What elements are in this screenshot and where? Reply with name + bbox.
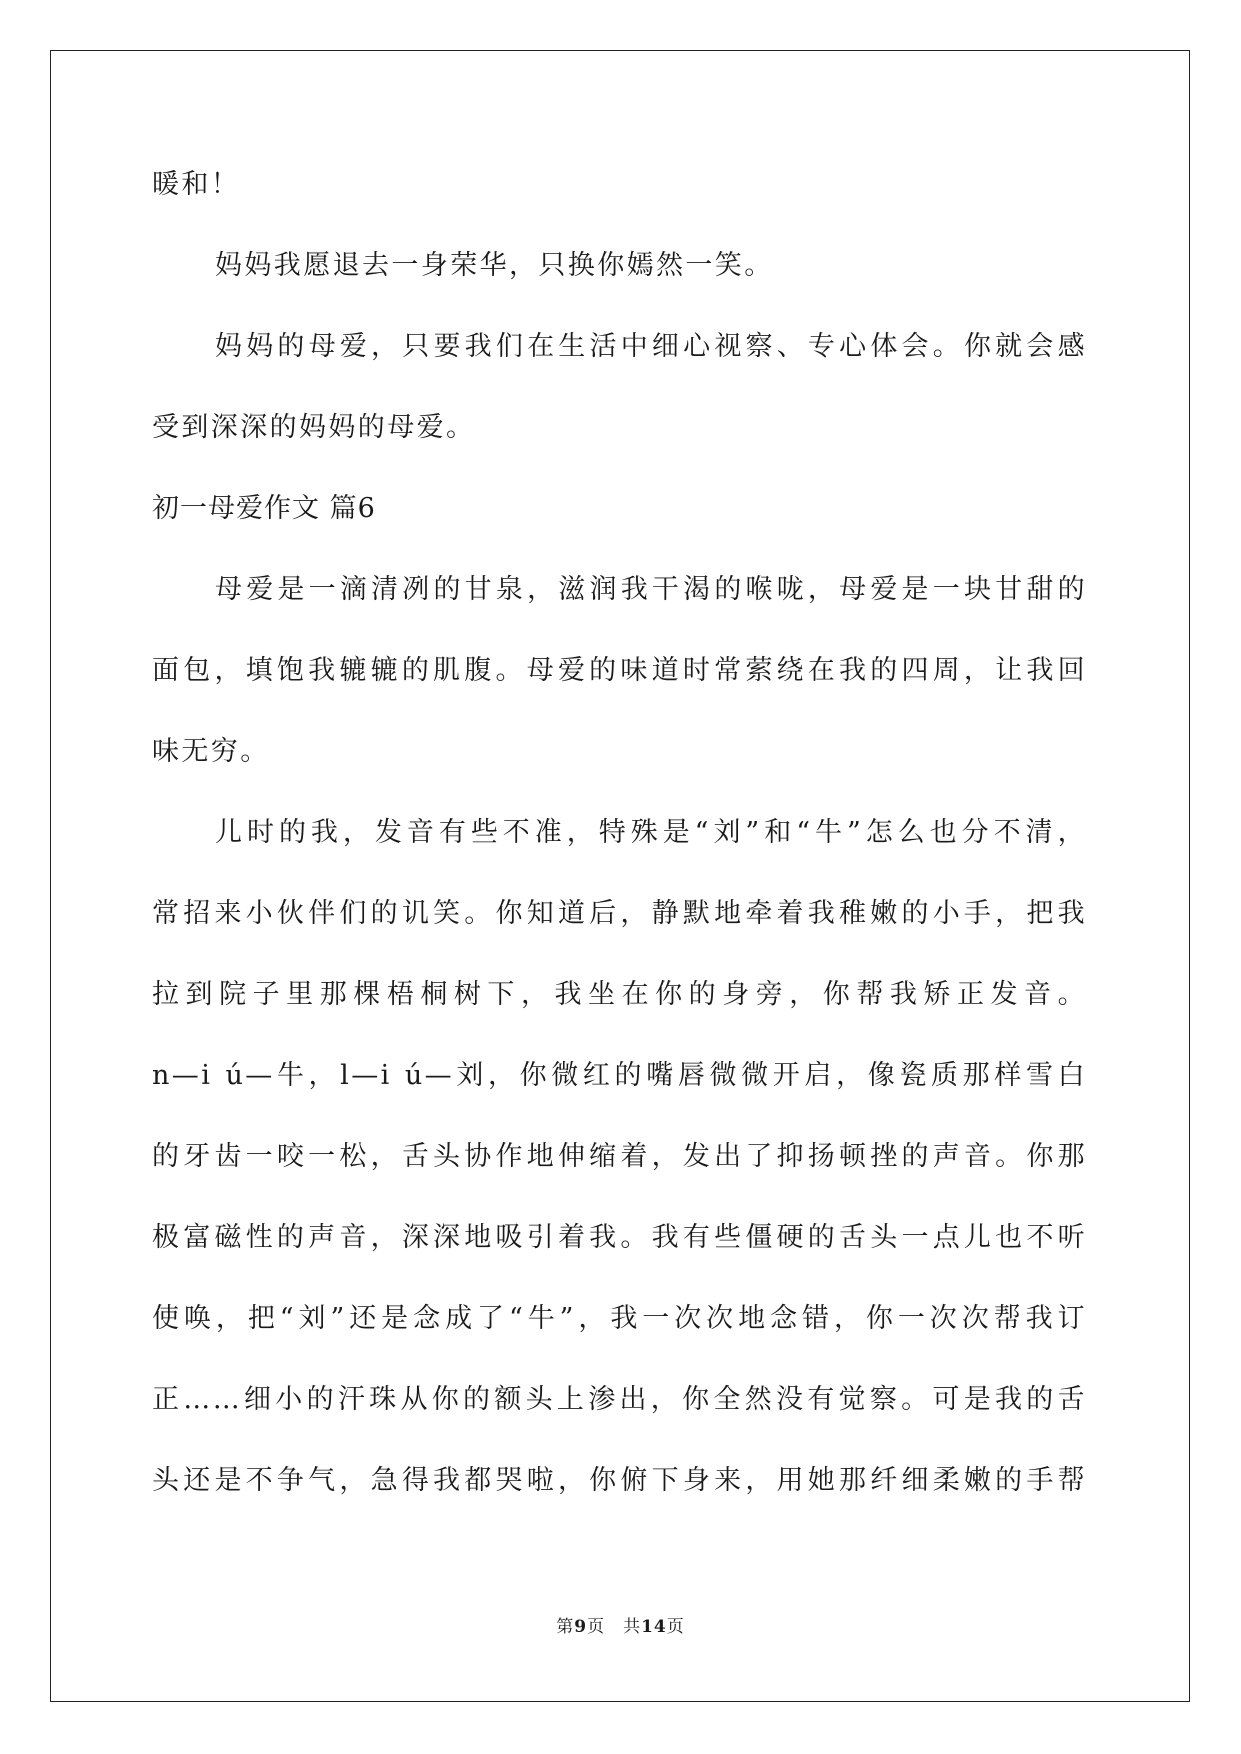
paragraph-line: 的牙齿一咬一松，舌头协作地伸缩着，发出了抑扬顿挫的声音。你那 <box>152 1141 1087 1172</box>
paragraph-line: 味无穷。 <box>152 736 270 767</box>
page-mid-text: 页 共 <box>587 1617 642 1637</box>
paragraph-line: 面包，填饱我辘辘的肌腹。母爱的味道时常萦绕在我的四周，让我回 <box>152 655 1087 686</box>
document-body <box>152 165 1087 1542</box>
paragraph-line: n—i ú—牛，l—i ú—刘，你微红的嘴唇微微开启，像瓷质那样雪白 <box>152 1060 1087 1091</box>
paragraph-line: 儿时的我，发音有些不准，特殊是“刘”和“牛”怎么也分不清， <box>215 817 1087 848</box>
paragraph-line: 极富磁性的声音，深深地吸引着我。我有些僵硬的舌头一点儿也不听 <box>152 1222 1087 1253</box>
paragraph-line: 妈妈我愿退去一身荣华，只换你嫣然一笑。 <box>215 250 774 281</box>
paragraph-line: 正……细小的汗珠从你的额头上渗出，你全然没有觉察。可是我的舌 <box>152 1384 1087 1415</box>
page-suffix: 页 <box>666 1617 685 1637</box>
paragraph-line: 常招来小伙伴们的讥笑。你知道后，静默地牵着我稚嫩的小手，把我 <box>152 898 1087 929</box>
page-total-number: 14 <box>641 1617 667 1637</box>
paragraph-line: 妈妈的母爱，只要我们在生活中细心视察、专心体会。你就会感 <box>215 331 1087 362</box>
paragraph-line: 母爱是一滴清冽的甘泉，滋润我干渴的喉咙，母爱是一块甘甜的 <box>215 574 1087 605</box>
paragraph-line: 使唤，把“刘”还是念成了“牛”，我一次次地念错，你一次次帮我订 <box>152 1303 1087 1334</box>
section-heading: 初一母爱作文 篇6 <box>152 493 376 524</box>
page-prefix: 第 <box>556 1617 575 1637</box>
paragraph-line: 受到深深的妈妈的母爱。 <box>152 412 476 443</box>
paragraph-line: 暖和！ <box>152 169 241 200</box>
page-current-number: 9 <box>574 1617 588 1637</box>
paragraph-line: 拉到院子里那棵梧桐树下，我坐在你的身旁，你帮我矫正发音。 <box>152 979 1087 1010</box>
paragraph-line: 头还是不争气，急得我都哭啦，你俯下身来，用她那纤细柔嫩的手帮 <box>152 1465 1087 1496</box>
page-footer <box>0 1612 1241 1637</box>
